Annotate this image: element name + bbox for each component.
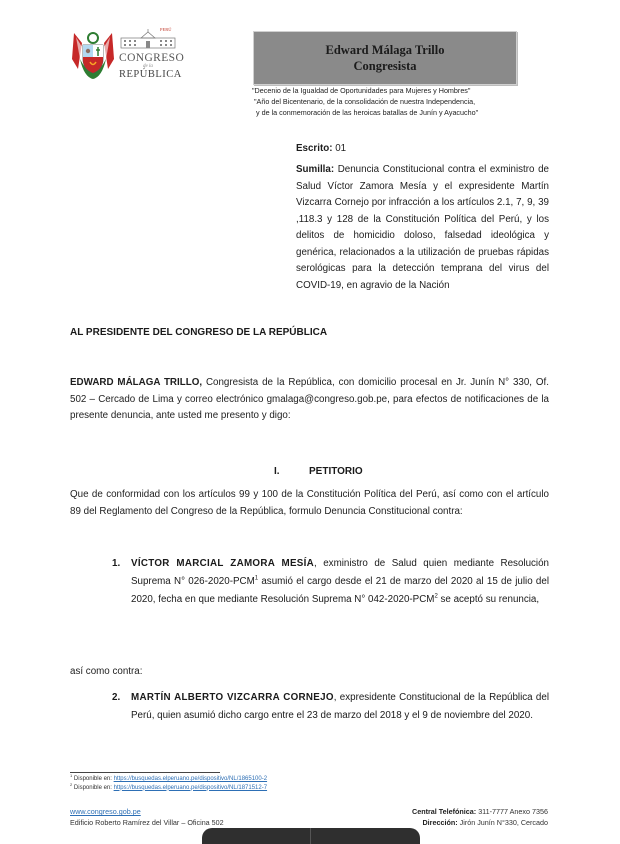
logo-republica-text: REPÚBLICA — [119, 69, 182, 80]
footer-right — [340, 806, 548, 828]
footer-left — [70, 806, 224, 828]
footnote-label: Disponible en: — [73, 784, 112, 791]
footnote-number: 2 — [70, 781, 73, 787]
item-text: , exministro de Salud quien mediante Resolución Suprema N° 026-2020-PCM — [131, 558, 549, 587]
website-link[interactable]: www.congreso.gob.pe — [70, 807, 141, 816]
item-number: 1. — [112, 558, 121, 569]
footnote-label: Disponible en: — [73, 776, 112, 782]
footnotes — [70, 775, 267, 792]
peru-coat-of-arms-icon — [72, 29, 114, 85]
footer-phone — [340, 806, 548, 817]
phone-value: 311-7777 Anexo 7356 — [478, 807, 548, 816]
petitorio-paragraph: Que de conformidad con los artículos 99 y 100 de la Constitución Política del Perú, así como con el artículo 89 del Reglamento del Congreso de la República, formulo Denuncia Constitucional contra: — [70, 489, 549, 517]
item-number: 2. — [112, 692, 121, 703]
accused-item — [112, 555, 549, 609]
section-heading — [274, 466, 363, 477]
footnote-link[interactable]: https://busquedas.elperuano.pe/dispositivo/NL/1865100-2 — [113, 776, 268, 782]
footnote-number: 1 — [70, 773, 73, 778]
sumilla — [296, 162, 549, 294]
escrito-label: Escrito: — [296, 143, 333, 154]
logo-congreso-text: CONGRESO — [119, 52, 185, 64]
congreso-logo — [72, 27, 185, 89]
logo-de-la-text: de la — [143, 64, 153, 69]
viewer-toolbar[interactable] — [202, 828, 420, 844]
congressman-role: Congresista — [353, 59, 417, 73]
footnote — [70, 775, 267, 784]
intro-name: EDWARD MÁLAGA TRILLO, — [70, 377, 203, 388]
phone-label: Central Telefónica: — [412, 807, 477, 816]
item-text: asumió el cargo desde el 21 de marzo del 2020 al 15 de julio del 2020, fecha en que mediante Resolución Suprema N° 042-2020-PCM — [131, 576, 549, 605]
sumilla-label: Sumilla: — [296, 164, 335, 175]
footnote-link[interactable]: https://busquedas.elperuano.pe/dispositivo/NL/1871512-7 — [113, 784, 268, 791]
congress-building-icon — [119, 29, 177, 49]
footer-building: Edificio Roberto Ramírez del Villar – Oficina 502 — [70, 818, 224, 827]
motto-line: "Año del Bicentenario, de la consolidación de nuestra Independencia, — [254, 97, 476, 106]
item-text: , expresidente Constitucional de la República del Perú, quien asumió dicho cargo entre el 23 de marzo del 2018 y el 9 de noviembre del 2020. — [131, 692, 549, 721]
asi-como-contra: así como contra: — [70, 666, 143, 677]
sumilla-text: Denuncia Constitucional contra el exministro de Salud Víctor Zamora Mesía y el expresidente Martín Vizcarra Cornejo por infracción a los artículos 2.1, 7, 9, 39 ,118.3 y 128 de la Constitución Política del Perú, y los delitos de homicidio doloso, falsedad ideológica y genérica, relacionados a la utilización de pruebas rápidas serológicas para la detección temprana del virus del COVID-19, en agravio de la Nación — [296, 164, 549, 291]
intro-paragraph — [70, 375, 549, 425]
footnote-ref[interactable]: 2 — [434, 593, 438, 600]
intro-text: Congresista de la República, con domicilio procesal en Jr. Junín N° 330, Of. 502 – Cercado de Lima y correo electrónico gmalaga@congreso.gob.pe, para efectos de notificaciones de la presente denuncia, ante usted me presento y digo: — [70, 377, 549, 421]
motto-line: "Decenio de la Igualdad de Oportunidades para Mujeres y Hombres" — [252, 86, 471, 95]
official-mottos — [252, 85, 542, 118]
accused-name: VÍCTOR MARCIAL ZAMORA MESÍA — [131, 558, 315, 569]
section-title: PETITORIO — [309, 466, 363, 477]
footer-address — [340, 817, 548, 828]
addressee-heading: AL PRESIDENTE DEL CONGRESO DE LA REPÚBLICA — [70, 327, 328, 338]
escrito-number — [296, 141, 346, 158]
footnote-ref[interactable]: 1 — [254, 575, 259, 582]
toolbar-divider — [310, 828, 311, 844]
congressman-name-box — [253, 31, 517, 85]
logo-peru-tag: PERÚ — [160, 27, 172, 32]
accused-name: MARTÍN ALBERTO VIZCARRA CORNEJO — [131, 692, 334, 703]
accused-item — [112, 689, 549, 725]
address-value: Jirón Junín N°330, Cercado — [459, 818, 548, 827]
footnote — [70, 781, 268, 793]
footnote-separator — [70, 772, 220, 773]
item-text: se aceptó su renuncia, — [437, 594, 540, 605]
motto-line: y de la conmemoración de las heroicas batallas de Junín y Ayacucho" — [256, 108, 479, 117]
escrito-value: 01 — [335, 143, 347, 154]
section-number: I. — [274, 466, 280, 477]
congressman-name: Edward Málaga Trillo — [325, 43, 445, 57]
address-label: Dirección: — [422, 818, 458, 827]
